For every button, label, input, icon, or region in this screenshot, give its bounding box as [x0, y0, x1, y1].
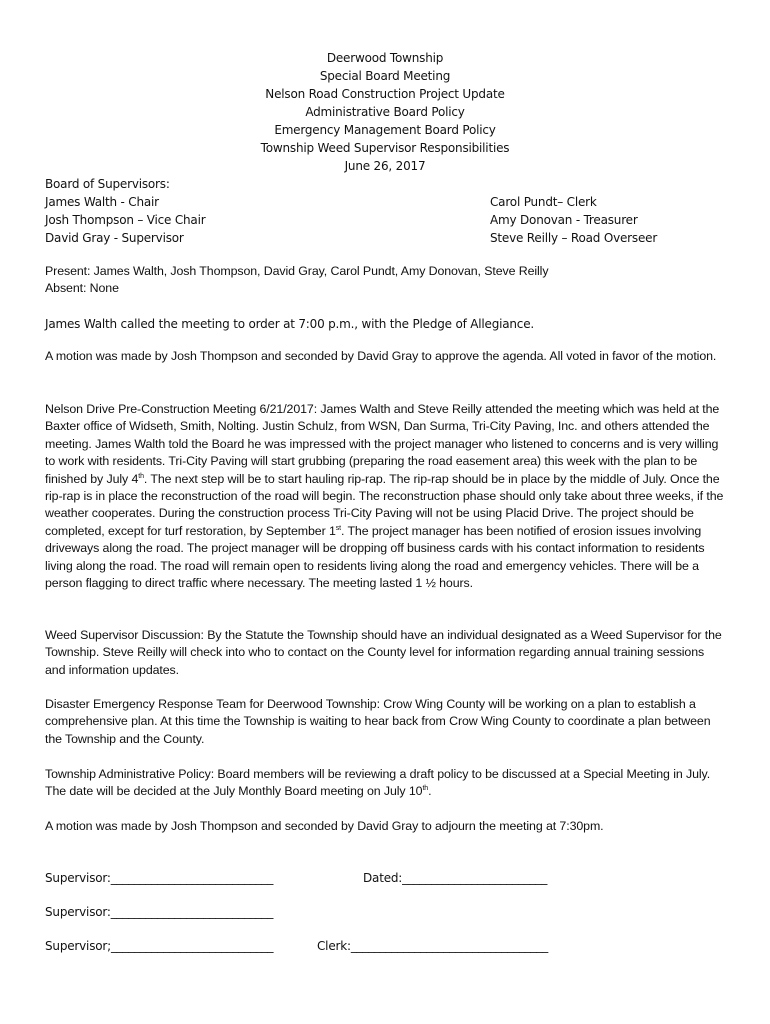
disaster-response-paragraph: Disaster Emergency Response Team for Deerwood Township: Crow Wing County will be working on a plan to establish a comprehensive plan. At this time the Township is waiting to hear back from Crow Wing County to coordinate a plan between the Township and the County.: [45, 697, 711, 746]
township-name: Deerwood Township: [326, 51, 444, 65]
present-line: Present: James Walth, Josh Thompson, David Gray, Carol Pundt, Amy Donovan, Steve Reilly: [45, 264, 549, 278]
call-to-order: James Walth called the meeting to order at 7:00 p.m., with the Pledge of Allegiance.: [45, 317, 534, 331]
motion-approve-agenda: A motion was made by Josh Thompson and seconded by David Gray to approve the agenda. All voted in favor of the motion.: [45, 349, 717, 363]
weed-supervisor-paragraph: Weed Supervisor Discussion: By the Statute the Township should have an individual designated as a Weed Supervisor for the Township. Steve Reilly will check into who to contact on the County level for information regarding annual training sessions and information updates.: [45, 628, 722, 677]
agenda-topic-admin-policy: Administrative Board Policy: [305, 105, 465, 119]
meeting-date: June 26, 2017: [344, 159, 426, 173]
document-header: [0, 49, 770, 175]
admin-sup: th: [422, 785, 429, 793]
clerk-signature-line[interactable]: Clerk:__________________________________: [317, 939, 549, 953]
meeting-type: Special Board Meeting: [319, 69, 451, 83]
motion-adjourn: A motion was made by Josh Thompson and seconded by David Gray to adjourn the meeting at 7:30pm.: [45, 819, 604, 833]
supervisor-signature-line-2[interactable]: Supervisor:____________________________: [45, 905, 274, 919]
board-member-chair: James Walth - Chair: [45, 195, 159, 209]
absent-line: Absent: None: [45, 281, 119, 296]
admin-policy-paragraph: [45, 766, 725, 801]
board-heading: Board of Supervisors:: [45, 177, 170, 191]
board-roster: [45, 175, 725, 247]
supervisor-signature-line-1[interactable]: Supervisor:____________________________: [45, 871, 274, 885]
board-member-clerk: Carol Pundt– Clerk: [490, 195, 597, 209]
nelson-sup-2: st: [335, 524, 341, 532]
admin-text-2: .: [428, 784, 432, 799]
nelson-sup-1: th: [138, 472, 144, 480]
board-member-supervisor: David Gray - Supervisor: [45, 231, 184, 245]
agenda-topic-emergency-policy: Emergency Management Board Policy: [274, 123, 496, 137]
dated-line[interactable]: Dated:_________________________: [363, 871, 548, 885]
board-member-road-overseer: Steve Reilly – Road Overseer: [490, 231, 658, 245]
nelson-text-3: . The project manager has been notified of erosion issues involving driveways along the road. The project manager will be dropping off business cards with his contact information to residents living along the road. The road will remain open to residents living along the road and emergency vehicles. There will be a person flagging to direct traffic where necessary. The meeting lasted 1 ½ hours.: [45, 523, 705, 591]
board-member-treasurer: Amy Donovan - Treasurer: [490, 213, 638, 227]
nelson-text-2: . The next step will be to start hauling rip-rap. The rip-rap should be in place by the middle of July. Once the rip-rap is in place the reconstruction of the road will begin. The reconstruction phase should only take about three weeks, if the weather cooperates. During the construction process Tri-City Paving will not be using Placid Drive. The project should be completed, except for turf restoration, by September 1: [45, 471, 724, 538]
board-member-vice-chair: Josh Thompson – Vice Chair: [45, 213, 206, 227]
attendance: [45, 263, 725, 298]
agenda-topic-nelson-road: Nelson Road Construction Project Update: [265, 87, 505, 101]
supervisor-signature-line-3[interactable]: Supervisor;____________________________: [45, 939, 274, 953]
nelson-drive-paragraph: [45, 401, 725, 592]
agenda-topic-weed-supervisor: Township Weed Supervisor Responsibilities: [260, 141, 510, 155]
admin-text-1: Township Administrative Policy: Board members will be reviewing a draft policy to be discussed at a Special Meeting in July. The date will be decided at the July Monthly Board meeting on July 10: [45, 767, 711, 799]
nelson-text-1: Nelson Drive Pre-Construction Meeting 6/21/2017: James Walth and Steve Reilly attended the meeting which was held at the Baxter office of Widseth, Smith, Nolting. Justin Schulz, from WSN, Dan Surma, Tri-City Paving, Inc. and others attended the meeting. James Walth told the Board he was impressed with the project manager who listened to concerns and is very willing to work with residents. Tri-City Paving will start grubbing (preparing the road easement area) this week with the plan to be finished by July 4: [45, 402, 720, 486]
